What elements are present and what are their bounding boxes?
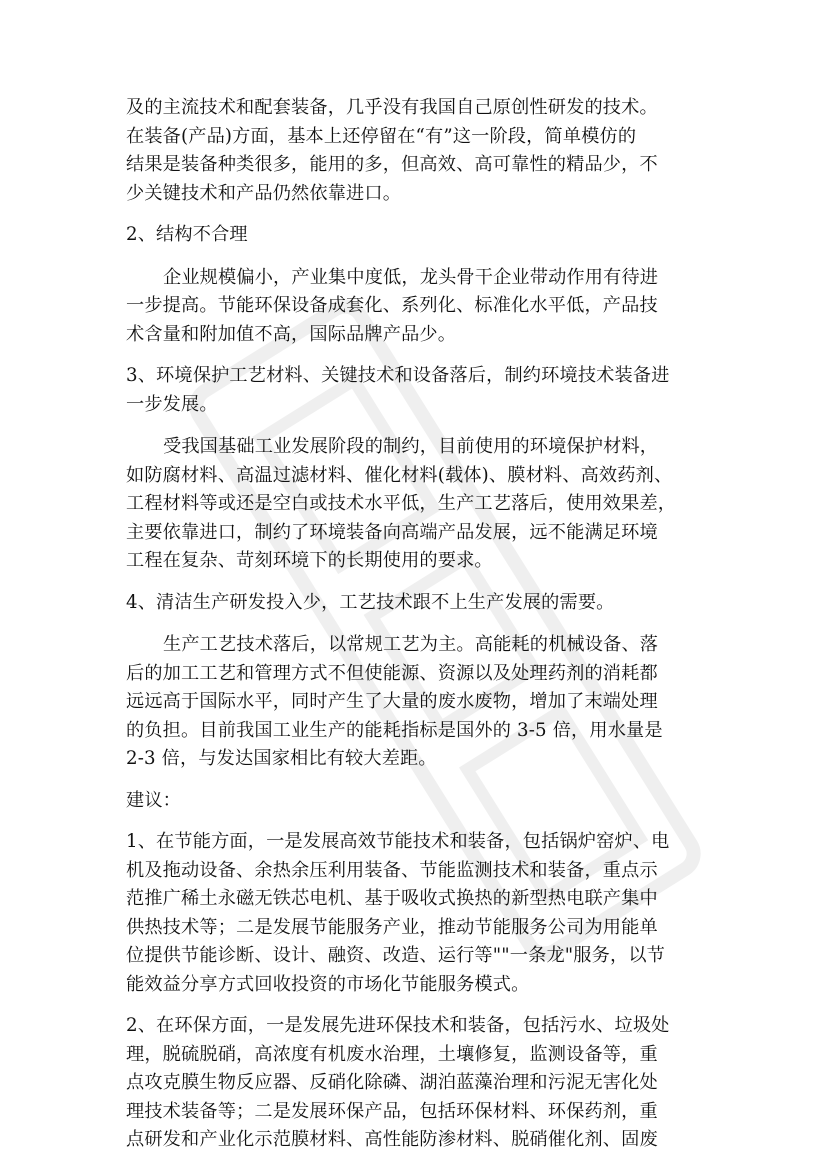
section-heading-3 [126, 362, 711, 419]
text-line: 2-3 倍，与发达国家相比有较大差距。 [126, 748, 437, 769]
document-body [126, 94, 711, 1155]
text-line: 一步提高。节能环保设备成套化、系列化、标准化水平低，产品技 [126, 295, 658, 316]
paragraph-clean-production [126, 631, 711, 774]
text-line: 工程材料等或还是空白或技术水平低，生产工艺落后，使用效果差， [126, 493, 677, 514]
text-line: 机及拖动设备、余热余压利用装备、节能监测技术和装备，重点示 [126, 859, 658, 881]
text-line: 点研发和产业化示范膜材料、高性能防渗材料、脱硝催化剂、固废 [126, 1129, 658, 1150]
text-line: 企业规模偏小，产业集中度低，龙头骨干企业带动作用有待进 [163, 266, 659, 288]
text-line: 远远高于国际水平，同时产生了大量的废水废物，增加了末端处理 [126, 691, 658, 712]
text-line: 少关键技术和产品仍然依靠进口。 [126, 182, 402, 204]
paragraph-materials [126, 433, 711, 576]
text-line: 1、在节能方面，一是发展高效节能技术和装备，包括锅炉窑炉、电 [126, 831, 670, 852]
continuation-paragraph [126, 94, 711, 208]
heading-text: 3、环境保护工艺材料、关键技术和设备落后，制约环境技术装备进 [126, 365, 670, 386]
suggestions-heading [126, 787, 711, 816]
text-line: 2、在环保方面，一是发展先进环保技术和装备，包括污水、垃圾处 [126, 1015, 670, 1036]
text-line: 的负担。目前我国工业生产的能耗指标是国外的 3-5 倍，用水量是 [126, 719, 663, 741]
text-line: 主要依靠进口，制约了环境装备向高端产品发展，远不能满足环境 [126, 521, 658, 543]
text-line: 位提供节能诊断、设计、融资、改造、运行等""一条龙"服务，以节 [126, 945, 665, 966]
text-line: 后的加工工艺和管理方式不但使能源、资源以及处理药剂的消耗都 [126, 662, 658, 684]
suggestion-energy-saving [126, 828, 711, 999]
text-line: 范推广稀土永磁无铁芯电机、基于吸收式换热的新型热电联产集中 [126, 888, 658, 909]
text-line: 工程在复杂、苛刻环境下的长期使用的要求。 [126, 550, 493, 571]
text-line: 及的主流技术和配套装备，几乎没有我国自己原创性研发的技术。 [126, 97, 658, 118]
section-heading-2 [126, 221, 711, 250]
text-line: 术含量和附加值不高，国际品牌产品少。 [126, 323, 457, 345]
heading-text: 一步发展。 [126, 393, 218, 415]
paragraph-structure [126, 264, 711, 350]
heading-text: 4、清洁生产研发投入少，工艺技术跟不上生产发展的需要。 [126, 591, 615, 613]
text-line: 在装备(产品)方面，基本上还停留在“有”这一阶段，简单模仿的 [126, 125, 637, 147]
section-heading-4 [126, 589, 711, 618]
text-line: 供热技术等；二是发展节能服务产业，推动节能服务公司为用能单 [126, 916, 658, 938]
text-line: 如防腐材料、高温过滤材料、催化材料(载体)、膜材料、高效药剂、 [126, 464, 673, 486]
text-line: 受我国基础工业发展阶段的制约，目前使用的环境保护材料， [163, 436, 659, 457]
text-line: 结果是装备种类很多，能用的多，但高效、高可靠性的精品少，不 [126, 154, 658, 175]
suggestion-environmental [126, 1012, 711, 1155]
text-line: 能效益分享方式回收投资的市场化节能服务模式。 [126, 973, 530, 995]
text-line: 生产工艺技术落后，以常规工艺为主。高能耗的机械设备、落 [163, 634, 659, 655]
text-line: 点攻克膜生物反应器、反硝化除磷、湖泊蓝藻治理和污泥无害化处 [126, 1072, 658, 1093]
text-line: 理技术装备等；二是发展环保产品，包括环保材料、环保药剂，重 [126, 1100, 658, 1122]
heading-text: 2、结构不合理 [126, 224, 248, 245]
text-line: 理，脱硫脱硝，高浓度有机废水治理，土壤修复，监测设备等，重 [126, 1043, 658, 1065]
heading-text: 建议： [126, 789, 182, 811]
